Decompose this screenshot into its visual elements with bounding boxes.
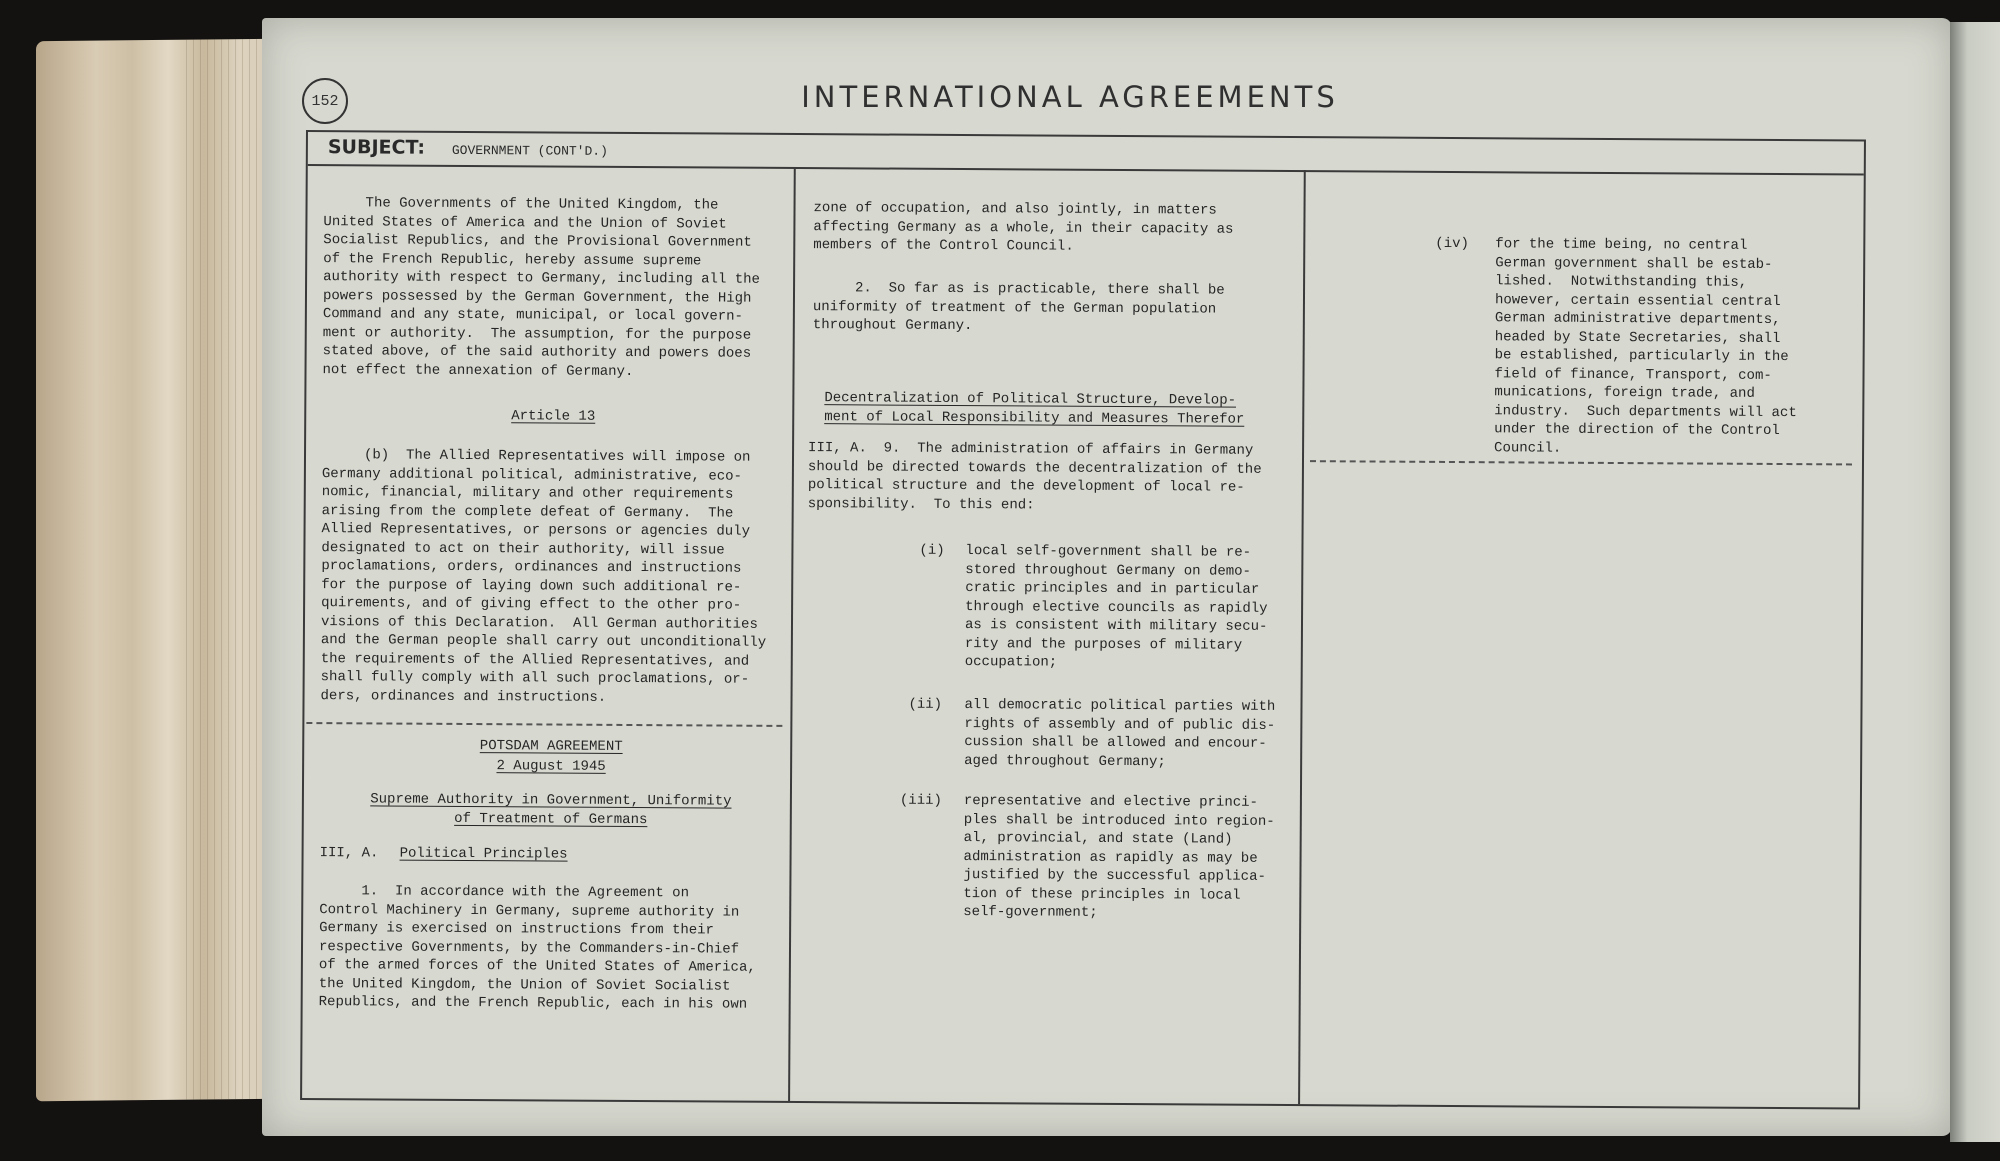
column-3 xyxy=(1306,170,1860,1107)
column-1 xyxy=(318,164,786,1101)
running-title: INTERNATIONAL AGREEMENTS xyxy=(801,80,1339,114)
intro-paragraph: The Governments of the United Kingdom, the United States of America and the Union of Soviet Socialist Republics, and the Provisional Government of the French Republic, hereby assume supreme authority with respect to Germany, including all the powers possessed by the German Government, the High Command and any state, municipal, or local govern- ment or authority. The assumption, for the purpose stated above, of the said authority and powers does not effect the annexation of Germany. xyxy=(322,195,761,380)
column-3-separator xyxy=(1310,460,1852,465)
section-separator xyxy=(306,722,782,727)
paragraph-1: 1. In accordance with the Agreement on Control Machinery in Germany, supreme authority in Germany is exercised on instructions from their respective Governments, by the Commanders-in-Chief of the armed forces of the United States of America, the United Kingdom, the Union of Soviet Socialist Republics, and the French Republic, each in his own xyxy=(318,883,756,1013)
item-iv-text: for the time being, no central German government shall be estab- lished. Notwithstanding this, however, certain essential central German administrative departments, headed by State Secretaries, shall be established, particularly in the field of finance, Transport, com- munications, foreign trade, and industry. Such departments will act under the direction of the Control Council. xyxy=(1494,236,1797,457)
book-page-edges xyxy=(36,39,276,1102)
column-divider-1 xyxy=(788,167,796,1101)
page-number: 152 xyxy=(302,78,348,124)
continuation-paragraph: zone of occupation, and also jointly, in matters affecting Germany as a whole, in their capacity as members of the Control Council. xyxy=(813,200,1234,255)
article-heading: Article 13 xyxy=(511,408,596,425)
paragraph-2: 2. So far as is practicable, there shall be uniformity of treatment of the German population throughout Germany. xyxy=(812,280,1225,335)
article-paragraph: (b) The Allied Representatives will impose on Germany additional political, administrative, eco- nomic, financial, military and other requirements arising from the complete defeat of Germany. The Allied Representatives, or persons or agencies duly designated to act on their authority, will issue proclamations, orders, ordinances and instructions for the purpose of laying down such additional re- quirements, and of giving effect to the other pro- visions of this Declaration. All German authorities and the German people shall carry out unconditionally the requirements of the Allied Representatives, and shall fully comply with all such proclamations, or- ders, ordinances and instructions. xyxy=(320,447,767,706)
item-i-label: (i) xyxy=(919,542,945,559)
item-iii-text: representative and elective princi- ples shall be introduced into region- al, provincial, and state (Land) administration as rapidly as may be justified by the successful applica- tion of these principles in local self-government; xyxy=(963,793,1275,921)
item-ii-label: (ii) xyxy=(908,696,943,713)
item-i-text: local self-government shall be re- stored throughout Germany on demo- cratic principles and in particular through elective councils as rapidly as is consistent with military secu- rity and the purposes of military occupation; xyxy=(964,543,1268,671)
principles-ref: III, A. xyxy=(319,845,379,862)
agreement-title: POTSDAM AGREEMENT xyxy=(479,738,623,755)
subject-label: SUBJECT: xyxy=(327,136,426,159)
section-heading-line2: of Treatment of Germans xyxy=(454,810,648,829)
subject-value: GOVERNMENT (CONT'D.) xyxy=(451,142,608,159)
facing-page-edge xyxy=(1950,22,2000,1142)
item-iii-label: (iii) xyxy=(899,792,942,809)
decentralization-heading-line1: Decentralization of Political Structure, Develop- xyxy=(824,390,1237,409)
section-heading-line1: Supreme Authority in Government, Uniformity xyxy=(370,791,732,810)
item-ii-text: all democratic political parties with rights of assembly and of public dis- cussion shall be allowed and encour- aged throughout Germany; xyxy=(964,697,1276,770)
item-iv-label: (iv) xyxy=(1435,235,1469,253)
paragraph-9: III, A. 9. The administration of affairs in Germany should be directed towards the decentralization of the political structure and the development of local re- sponsibility. To this end: xyxy=(807,440,1262,513)
principles-heading: Political Principles xyxy=(399,845,568,863)
column-divider-2 xyxy=(1298,170,1306,1104)
decentralization-heading-line2: ment of Local Responsibility and Measures Therefor xyxy=(824,409,1245,428)
column-2 xyxy=(798,167,1298,1104)
agreement-date: 2 August 1945 xyxy=(496,758,606,775)
document-frame xyxy=(300,130,1866,1110)
